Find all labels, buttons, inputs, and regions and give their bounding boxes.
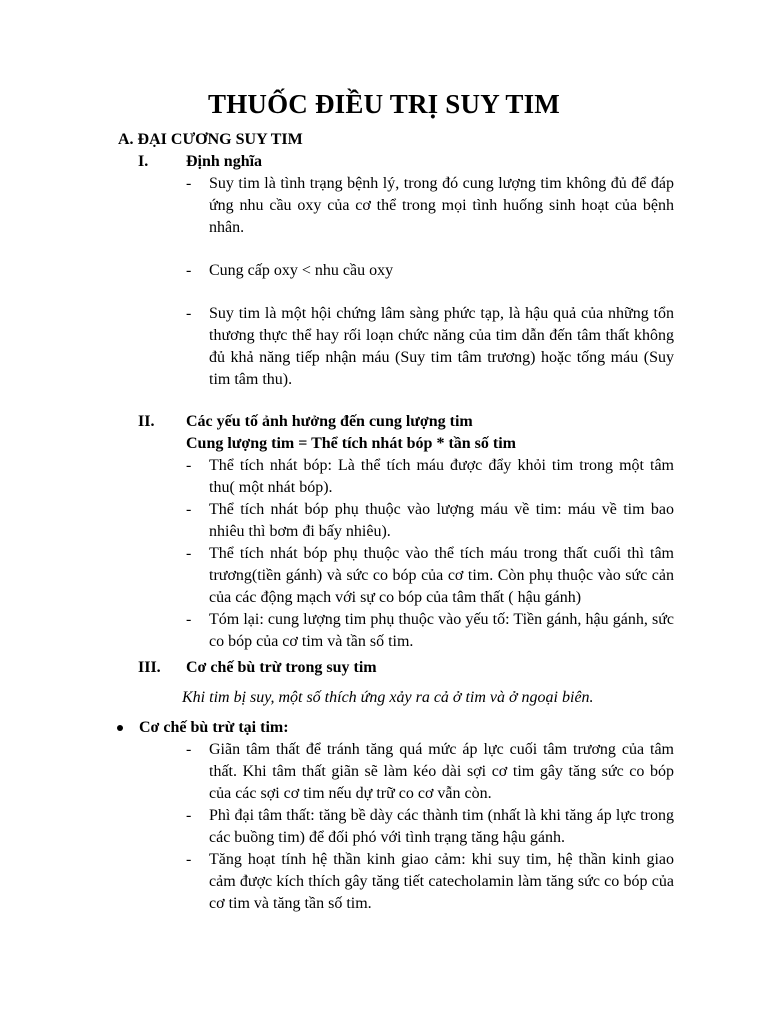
list-item: - Phì đại tâm thất: tăng bề dày các thành tim (nhất là khi tăng áp lực trong các buồng tim) để đối phó với tình trạng tăng hậu gánh.	[209, 805, 674, 849]
list-item: - Tóm lại: cung lượng tim phụ thuộc vào yếu tố: Tiền gánh, hậu gánh, sức co bóp của cơ tim và tần số tim.	[209, 609, 674, 653]
section-a-heading: A. ĐẠI CƯƠNG SUY TIM	[118, 131, 303, 148]
cardiac-compensation-heading	[139, 717, 768, 739]
bullet-icon	[117, 725, 123, 731]
section-2-number: II.	[138, 413, 155, 430]
section-1-title: Định nghĩa	[186, 153, 263, 170]
document-title: THUỐC ĐIỀU TRỊ SUY TIM	[208, 89, 560, 119]
section-2-heading	[138, 411, 768, 433]
section-1-number: I.	[138, 153, 149, 170]
list-item: - Thể tích nhát bóp phụ thuộc vào lượng máu về tim: máu về tim bao nhiêu thì bơm đi bấy nhiêu).	[209, 499, 674, 543]
list-item: - Suy tim là tình trạng bệnh lý, trong đó cung lượng tim không đủ để đáp ứng nhu cầu oxy của cơ thể trong mọi tình huống sinh hoạt của bệnh nhân.	[209, 173, 674, 239]
cardiac-output-formula: Cung lượng tim = Thể tích nhát bóp * tần số tim	[186, 435, 517, 452]
list-item: - Giãn tâm thất để tránh tăng quá mức áp lực cuối tâm trương của tâm thất. Khi tâm thất giãn sẽ làm kéo dài sợi cơ tim gây tăng sức co bóp của các sợi cơ tim nếu dự trữ co cơ vẫn còn.	[209, 739, 674, 805]
section-3-intro: Khi tim bị suy, một số thích ứng xảy ra cả ở tim và ở ngoại biên.	[182, 689, 594, 706]
section-1-list-2	[0, 260, 768, 282]
section-3-heading	[138, 657, 768, 679]
section-2-list	[0, 455, 768, 653]
section-3-title: Cơ chế bù trừ trong suy tim	[186, 659, 377, 676]
section-2-title: Các yếu tố ảnh hưởng đến cung lượng tim	[186, 413, 473, 430]
list-item: - Thể tích nhát bóp: Là thể tích máu được đẩy khỏi tim trong một tâm thu( một nhát bóp).	[209, 455, 674, 499]
section-1-list	[0, 173, 768, 239]
section-1-list-3	[0, 303, 768, 391]
list-item: - Tăng hoạt tính hệ thần kinh giao cảm: khi suy tim, hệ thần kinh giao cảm được kích thích gây tăng tiết catecholamin làm tăng sức co bóp của cơ tim và tăng tần số tim.	[209, 849, 674, 915]
list-item: - Cung cấp oxy < nhu cầu oxy	[209, 260, 674, 282]
section-3-number: III.	[138, 659, 161, 676]
cardiac-compensation-title: Cơ chế bù trừ tại tim:	[139, 719, 289, 736]
cardiac-compensation-list	[0, 739, 768, 915]
list-item: - Thể tích nhát bóp phụ thuộc vào thể tích máu trong thất cuối thì tâm trương(tiền gánh) và sức co bóp của cơ tim. Còn phụ thuộc vào sức cản của các động mạch với sự co bóp của tâm thất ( hậu gánh)	[209, 543, 674, 609]
section-1-heading	[138, 151, 768, 173]
list-item: - Suy tim là một hội chứng lâm sàng phức tạp, là hậu quả của những tổn thương thực thể hay rối loạn chức năng của tim dẫn đến tâm thất không đủ khả năng tiếp nhận máu (Suy tim tâm trương) hoặc tống máu (Suy tim tâm thu).	[209, 303, 674, 391]
